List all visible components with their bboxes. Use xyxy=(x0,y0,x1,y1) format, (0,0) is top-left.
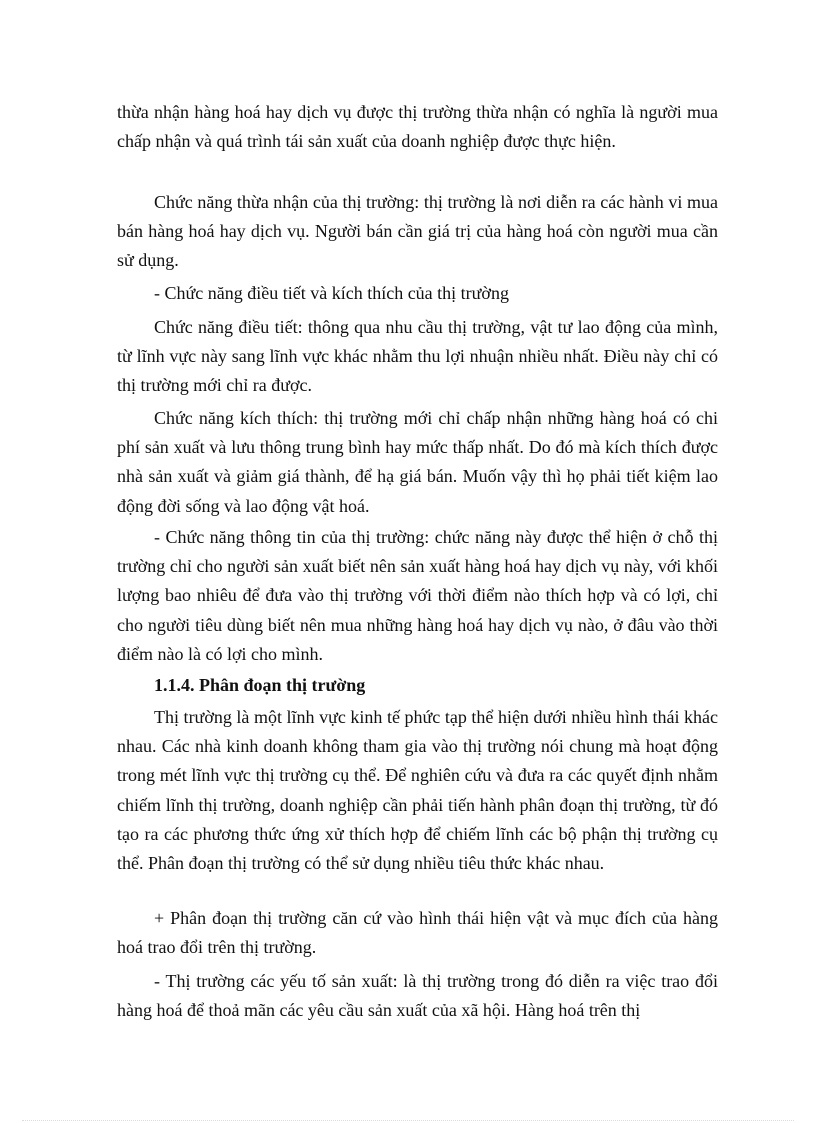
paragraph-acceptance-function: Chức năng thừa nhận của thị trường: thị trường là nơi diễn ra các hành vi mua bán hàng hoá hay dịch vụ. Người bán cần giá trị của hàng hoá còn người mua cần sử dụng. xyxy=(117,192,718,271)
paragraph-regulation-heading: - Chức năng điều tiết và kích thích của thị trường xyxy=(154,283,509,303)
paragraph-production-factors-market: - Thị trường các yếu tố sản xuất: là thị trường trong đó diễn ra việc trao đổi hàng hoá để thoả mãn các yêu cầu sản xuất của xã hội. Hàng hoá trên thị xyxy=(117,971,718,1021)
footer-divider xyxy=(22,1120,794,1121)
paragraph-segmentation-criterion: + Phân đoạn thị trường căn cứ vào hình thái hiện vật và mục đích của hàng hoá trao đổi trên thị trường. xyxy=(117,908,718,958)
paragraph-regulation-function: Chức năng điều tiết: thông qua nhu cầu thị trường, vật tư lao động của mình, từ lĩnh vực này sang lĩnh vực khác nhằm thu lợi nhuận nhiều nhất. Điều này chỉ có thị trường mới chỉ ra được. xyxy=(117,317,718,396)
paragraph-stimulation-function: Chức năng kích thích: thị trường mới chỉ chấp nhận những hàng hoá có chi phí sản xuất và lưu thông trung bình hay mức thấp nhất. Do đó mà kích thích được nhà sản xuất và giảm giá thành, để hạ giá bán. Muốn vậy thì họ phải tiết kiệm lao động đời sống và lao động vật hoá. xyxy=(117,408,718,516)
paragraph-information-function: - Chức năng thông tin của thị trường: chức năng này được thể hiện ở chỗ thị trường chỉ cho người sản xuất biết nên sản xuất hàng hoá hay dịch vụ này, với khối lượng bao nhiêu để đưa vào thị trường với thời điểm nào thích hợp và có lợi, chỉ cho người tiêu dùng biết nên mua những hàng hoá hay dịch vụ nào, ở đâu vào thời điểm nào là có lợi cho mình. xyxy=(117,527,718,664)
paragraph-continuation: thừa nhận hàng hoá hay dịch vụ được thị trường thừa nhận có nghĩa là người mua chấp nhận và quá trình tái sản xuất của doanh nghiệp được thực hiện. xyxy=(117,102,718,152)
section-heading: 1.1.4. Phân đoạn thị trường xyxy=(154,675,366,695)
paragraph-market-segmentation: Thị trường là một lĩnh vực kinh tế phức tạp thể hiện dưới nhiều hình thái khác nhau. Các nhà kinh doanh không tham gia vào thị trường nói chung mà hoạt động trong mét lĩnh vực thị trường cụ thể. Để nghiên cứu và đưa ra các quyết định nhằm chiếm lĩnh thị trường, doanh nghiệp cần phải tiến hành phân đoạn thị trường, từ đó tạo ra các phương thức ứng xử thích hợp để chiếm lĩnh các bộ phận thị trường cụ thể. Phân đoạn thị trường có thể sử dụng nhiều tiêu thức khác nhau. xyxy=(117,707,718,874)
